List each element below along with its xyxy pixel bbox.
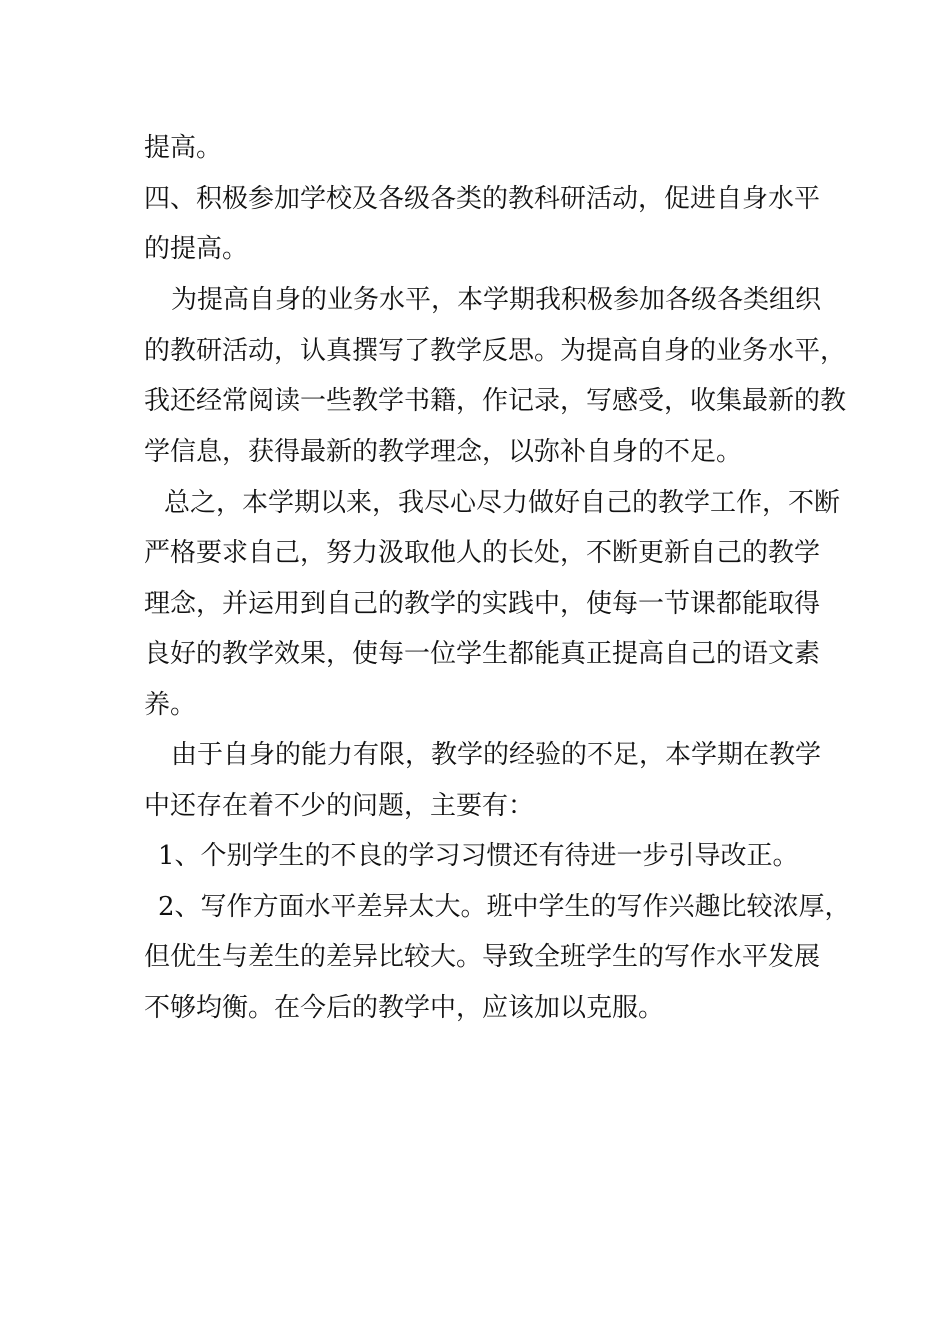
text-line-1: 提高。: [144, 133, 223, 163]
problems-intro-line-1: 由于自身的能力有限，教学的经验的不足，本学期在教学: [171, 740, 822, 770]
summary-line-4: 良好的教学效果，使每一位学生都能真正提高自己的语文素: [144, 639, 821, 669]
problem-item-2-line-1: 2、写作方面水平差异太大。班中学生的写作兴趣比较浓厚，: [158, 892, 851, 922]
summary-line-3: 理念，并运用到自己的教学的实践中，使每一节课都能取得: [144, 589, 821, 619]
problem-item-1: 1、个别学生的不良的学习习惯还有待进一步引导改正。: [158, 841, 799, 871]
summary-line-5: 养。: [144, 690, 197, 720]
problems-intro-line-2: 中还存在着不少的问题，主要有：: [144, 791, 535, 821]
section-heading-4: 四、积极参加学校及各级各类的教科研活动，促进自身水平: [144, 184, 821, 214]
paragraph-line-1: 为提高自身的业务水平，本学期我积极参加各级各类组织: [171, 285, 822, 315]
paragraph-line-3: 我还经常阅读一些教学书籍，作记录，写感受，收集最新的教: [144, 386, 847, 416]
paragraph-line-2: 的教研活动，认真撰写了教学反思。为提高自身的业务水平，: [144, 336, 847, 366]
text-line-3: 的提高。: [144, 234, 249, 264]
problem-item-2-line-2: 但优生与差生的差异比较大。导致全班学生的写作水平发展: [144, 942, 821, 972]
problem-item-2-line-3: 不够均衡。在今后的教学中，应该加以克服。: [144, 993, 665, 1023]
summary-line-1: 总之，本学期以来，我尽心尽力做好自己的教学工作，不断: [164, 488, 841, 518]
paragraph-line-4: 学信息，获得最新的教学理念，以弥补自身的不足。: [144, 437, 743, 467]
summary-line-2: 严格要求自己，努力汲取他人的长处，不断更新自己的教学: [144, 538, 821, 568]
